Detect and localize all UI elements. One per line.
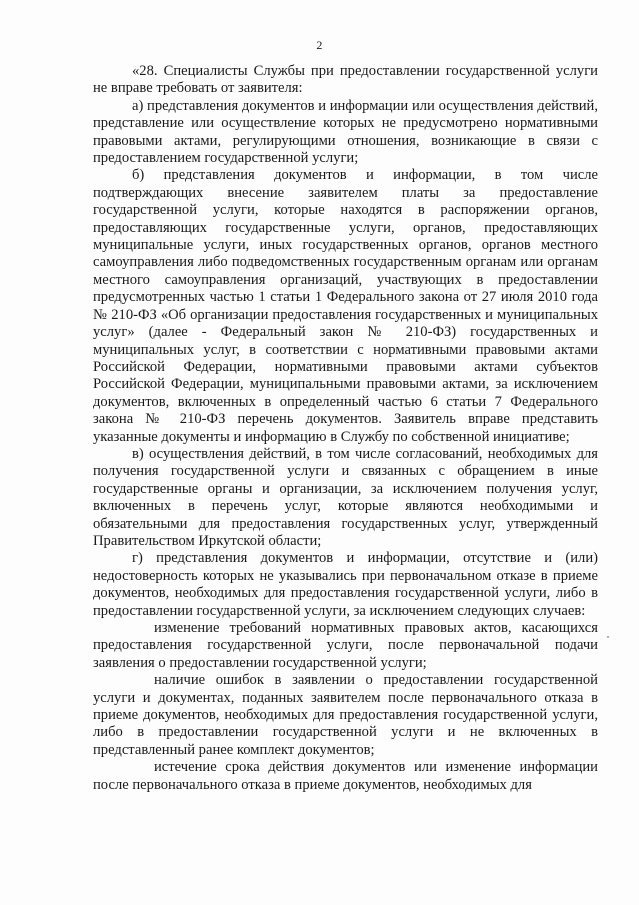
paragraph-item-v: в) осуществления действий, в том числе согласований, необходимых для получения государственной услуги и связанных с обращением в иные государственные органы и организации, за исключением получения услуг, включенных в перечень услуг, которые являются необходимыми и обязательными для предоставления государственных услуг, утвержденный Правительством Иркутской области;: [93, 445, 598, 549]
paragraph-item-b: б) представления документов и информации, в том числе подтверждающих внесение заявителем платы за предоставление государственной услуги, которые находятся в распоряжении органов, предоставляющих государственные услуги, органов, предоставляющих муниципальные услуги, иных государственных органов, органов местного самоуправления либо подведомственных государственным органам или органам местного самоуправления организаций, участвующих в предоставлении предусмотренных частью 1 статьи 1 Федерального закона от 27 июля 2010 года № 210-ФЗ «Об организации предоставления государственных и муниципальных услуг» (далее - Федеральный закон № 210-ФЗ) государственных и муниципальных услуг, в соответствии с нормативными правовыми актами Российской Федерации, нормативными правовыми актами субъектов Российской Федерации, муниципальными правовыми актами, за исключением документов, включенных в определенный частью 6 статьи 7 Федерального закона № 210-ФЗ перечень документов. Заявитель вправе представить указанные документы и информацию в Службу по собственной инициативе;: [93, 167, 598, 445]
paragraph-item-g: г) представления документов и информации, отсутствие и (или) недостоверность которых не указывались при первоначальном отказе в приеме документов, необходимых для предоставления государственной услуги, либо в предоставлении государственной услуги, за исключением следующих случаев:: [93, 550, 598, 619]
paragraph-case-2: наличие ошибок в заявлении о предоставлении государственной услуги и документах, поданных заявителем после первоначального отказа в приеме документов, необходимых для предоставления государственной услуги, либо в предоставлении государственной услуги и не включенных в представленный ранее комплект документов;: [93, 672, 598, 758]
scan-artifact: [607, 636, 609, 638]
paragraph-case-3: истечение срока действия документов или изменение информации после первоначального отказа в приеме документов, необходимых для: [93, 759, 598, 793]
document-body: [93, 63, 598, 794]
paragraph-clause-28: «28. Специалисты Службы при предоставлении государственной услуги не вправе требовать от заявителя:: [93, 63, 598, 97]
page-number: 2: [316, 38, 323, 52]
paragraph-item-a: а) представления документов и информации или осуществления действий, представление или осуществление которых не предусмотрено нормативными правовыми актами, регулирующими отношения, возникающие в связи с предоставлением государственной услуги;: [93, 97, 598, 167]
paragraph-case-1: изменение требований нормативных правовых актов, касающихся предоставления государственной услуги, после первоначальной подачи заявления о предоставлении государственной услуги;: [93, 620, 598, 671]
